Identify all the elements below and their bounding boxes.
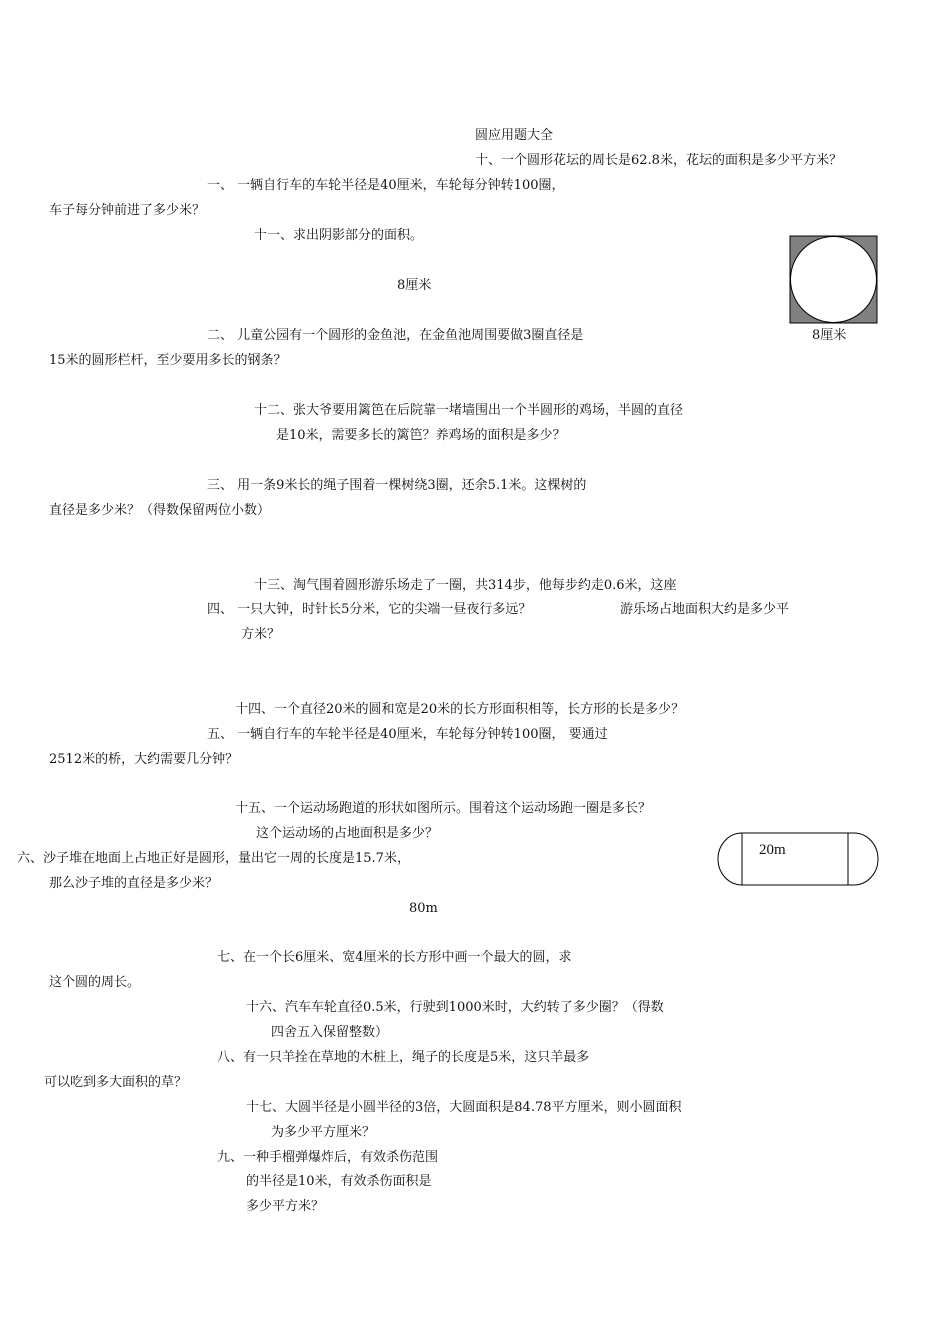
inscribed-circle xyxy=(791,237,877,323)
question-8-line2: 可以吃到多大面积的草？ xyxy=(44,1075,188,1090)
question-6-line1: 六、沙子堆在地面上占地正好是圆形，量出它一周的长度是15.7米， xyxy=(17,851,410,866)
question-11-line1: 十一、求出阴影部分的面积。 xyxy=(254,228,424,243)
question-13-line3: 方米？ xyxy=(241,627,281,642)
track-length-label: 80m xyxy=(409,901,438,916)
question-12-line1: 十二、张大爷要用篱笆在后院靠一堵墙围出一个半圆形的鸡场，半圆的直径 xyxy=(254,403,684,418)
question-5-line2: 2512米的桥，大约需要几分钟？ xyxy=(49,752,239,767)
question-11-label-a: 8厘米 xyxy=(397,278,432,293)
question-16-line2: 四舍五入保留整数） xyxy=(271,1025,389,1040)
track-width-label: 20m xyxy=(759,842,786,858)
question-13-line1: 十三、淘气围着圆形游乐场走了一圈，共314步，他每步约走0.6米，这座 xyxy=(254,578,677,593)
question-16-line1: 十六、汽车车轮直径0.5米，行驶到1000米时，大约转了多少圈？（得数 xyxy=(246,1000,664,1015)
question-9-line3: 多少平方米？ xyxy=(246,1199,325,1214)
running-track-figure xyxy=(717,832,879,886)
question-7-line1: 七、在一个长6厘米、宽4厘米的长方形中画一个最大的圆，求 xyxy=(217,950,572,965)
question-7-line2: 这个圆的周长。 xyxy=(49,975,141,990)
question-15-line2: 这个运动场的占地面积是多少？ xyxy=(256,826,439,841)
question-4-line1: 四、 一只大钟，时针长5分米，它的尖端一昼夜行多远？ xyxy=(207,602,532,617)
question-9-line1: 九、一种手榴弹爆炸后，有效杀伤范围 xyxy=(217,1150,439,1165)
question-6-line2: 那么沙子堆的直径是多少米？ xyxy=(49,876,219,891)
question-8-line1: 八、有一只羊拴在草地的木桩上，绳子的长度是5米，这只羊最多 xyxy=(217,1050,590,1065)
question-1-line2: 车子每分钟前进了多少米？ xyxy=(49,203,206,218)
question-2-line1: 二、 儿童公园有一个圆形的金鱼池，在金鱼池周围要做3圈直径是 xyxy=(207,328,584,343)
question-13-line2: 游乐场占地面积大约是多少平 xyxy=(620,602,790,617)
question-5-line1: 五、 一辆自行车的车轮半径是40厘米，车轮每分钟转100圈， 要通过 xyxy=(207,727,608,742)
question-12-line2: 是10米，需要多长的篱笆？养鸡场的面积是多少？ xyxy=(276,428,566,443)
question-17-line2: 为多少平方厘米？ xyxy=(271,1125,376,1140)
shaded-square-figure xyxy=(789,235,879,325)
question-2-line2: 15米的圆形栏杆，至少要用多长的钢条？ xyxy=(49,353,287,368)
question-9-line2: 的半径是10米，有效杀伤面积是 xyxy=(246,1174,432,1189)
question-17-line1: 十七、大圆半径是小圆半径的3倍，大圆面积是84.78平方厘米，则小圆面积 xyxy=(246,1100,682,1115)
question-11-label-b: 8厘米 xyxy=(812,328,847,343)
question-3-line2: 直径是多少米？（得数保留两位小数） xyxy=(49,503,271,518)
question-1-line1: 一、 一辆自行车的车轮半径是40厘米，车轮每分钟转100圈， xyxy=(207,178,565,193)
question-15-line1: 十五、一个运动场跑道的形状如图所示。围着这个运动场跑一圈是多长？ xyxy=(235,801,652,816)
question-14-line1: 十四、一个直径20米的圆和宽是20米的长方形面积相等，长方形的长是多少？ xyxy=(235,702,685,717)
question-10-line1: 十、一个圆形花坛的周长是62.8米，花坛的面积是多少平方米？ xyxy=(475,153,842,168)
page-title: 圆应用题大全 xyxy=(475,128,554,143)
question-3-line1: 三、 用一条9米长的绳子围着一棵树绕3圈，还余5.1米。这棵树的 xyxy=(207,478,587,493)
